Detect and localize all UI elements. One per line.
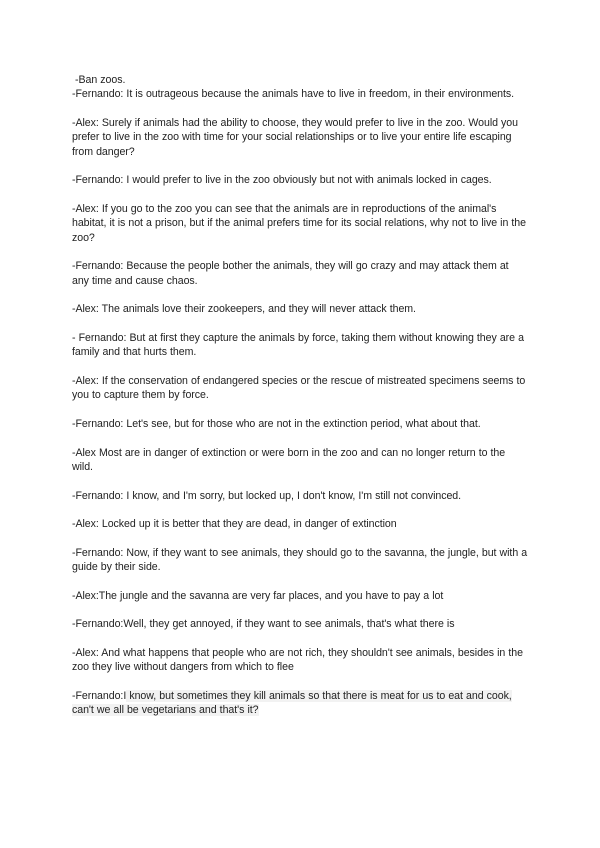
dialogue-text: Surely if animals had the ability to choose, they would prefer to live in the zoo. Would you prefer to live in the zoo with time for your social relationships or to live your entire life escaping from danger? bbox=[72, 117, 518, 158]
highlighted-text: know, but sometimes they kill animals so that there is meat for us to eat and cook, can't we all be vegetarians and that's it? bbox=[72, 689, 512, 717]
speaker-label: -Fernando: bbox=[72, 546, 124, 559]
dialogue-text: If you go to the zoo you can see that the animals are in reproductions of the animal's habitat, it is not a prison, but if the animal prefers time for its social relations, why not to live in the zoo? bbox=[72, 203, 526, 244]
dialogue-text: Now, if they want to see animals, they should go to the savanna, the jungle, but with a guide by their side. bbox=[72, 546, 528, 574]
document-body bbox=[72, 73, 528, 732]
dialogue-line-fernando bbox=[72, 689, 528, 718]
dialogue-line-alex bbox=[72, 646, 528, 675]
dialogue-line-fernando bbox=[72, 173, 528, 187]
dialogue-text: Because the people bother the animals, they will go crazy and may attack them at any time and cause chaos. bbox=[72, 260, 509, 287]
speaker-label: -Alex: bbox=[72, 375, 99, 387]
dialogue-text: I would prefer to live in the zoo obviously but not with animals locked in cages. bbox=[123, 174, 492, 187]
dialogue-line-fernando bbox=[72, 87, 528, 101]
dialogue-text: It is outrageous because the animals have to live in freedom, in their environments. bbox=[123, 88, 515, 101]
dialogue-text: And what happens that people who are not rich, they shouldn't see animals, besides in the zoo they live without dangers from which to flee bbox=[72, 646, 523, 674]
dialogue-line-fernando bbox=[72, 259, 528, 288]
dialogue-line-fernando bbox=[72, 417, 528, 431]
speaker-label: -Alex: bbox=[72, 117, 99, 129]
dialogue-line-alex bbox=[72, 446, 528, 475]
dialogue-line-alex bbox=[72, 116, 528, 159]
speaker-label: -Fernando: bbox=[72, 489, 124, 502]
speaker-label: -Alex: bbox=[72, 518, 99, 531]
dialogue-line-fernando bbox=[72, 617, 528, 631]
speaker-label: - Fernando: bbox=[72, 332, 127, 344]
document-title: -Ban zoos. bbox=[75, 74, 126, 86]
dialogue-line-fernando bbox=[72, 331, 528, 360]
speaker-label: -Alex: bbox=[72, 589, 99, 602]
speaker-label: -Alex: bbox=[72, 303, 99, 316]
dialogue-text: But at first they capture the animals by force, taking them without knowing they are a family and that hurts them. bbox=[72, 332, 524, 359]
dialogue-text: The animals love their zookeepers, and they will never attack them. bbox=[98, 303, 416, 316]
dialogue-text: The jungle and the savanna are very far places, and you have to pay a lot bbox=[98, 589, 444, 602]
dialogue-line-alex bbox=[72, 302, 528, 316]
dialogue-text: If the conservation of endangered species or the rescue of mistreated specimens seems to you to capture them by force. bbox=[72, 375, 526, 402]
dialogue-text: Well, they get annoyed, if they want to see animals, that's what there is bbox=[123, 618, 455, 631]
speaker-label: -Fernando: bbox=[72, 174, 124, 187]
speaker-label: -Fernando: bbox=[72, 618, 124, 631]
speaker-label: -Fernando: bbox=[72, 88, 124, 101]
dialogue-line-alex bbox=[72, 517, 528, 531]
dialogue-text: I know, and I'm sorry, but locked up, I don't know, I'm still not convinced. bbox=[123, 489, 462, 502]
dialogue-line-fernando bbox=[72, 546, 528, 575]
speaker-label: -Alex bbox=[72, 446, 96, 459]
speaker-label: -Fernando: bbox=[72, 689, 124, 702]
dialogue-line-alex bbox=[72, 202, 528, 245]
speaker-label: -Fernando: bbox=[72, 260, 124, 273]
dialogue-line-alex bbox=[72, 589, 528, 603]
speaker-label: -Alex: bbox=[72, 646, 99, 659]
speaker-label: -Alex: bbox=[72, 203, 99, 215]
dialogue-text: Most are in danger of extinction or were born in the zoo and can no longer return to the wild. bbox=[72, 446, 506, 473]
dialogue-text: I bbox=[123, 689, 127, 702]
dialogue-text: Let's see, but for those who are not in the extinction period, what about that. bbox=[123, 418, 481, 430]
speaker-label: -Fernando: bbox=[72, 418, 124, 430]
dialogue-text: Locked up it is better that they are dead, in danger of extinction bbox=[98, 518, 397, 531]
dialogue-line-fernando bbox=[72, 489, 528, 503]
dialogue-line-alex bbox=[72, 374, 528, 403]
